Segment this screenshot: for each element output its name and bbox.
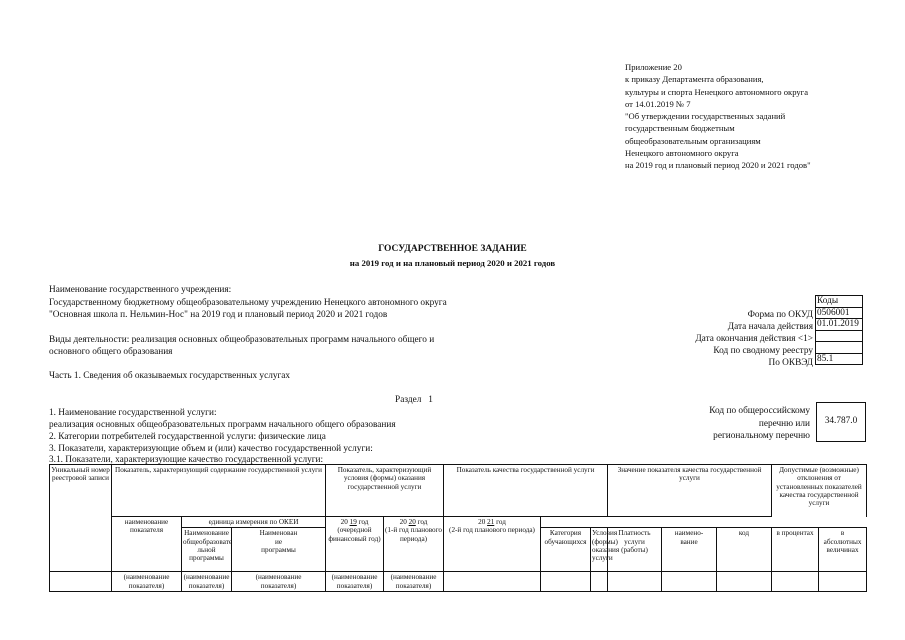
row-cell	[541, 572, 591, 592]
codes-header: Коды	[816, 296, 863, 308]
service-consumers: 2. Категории потребителей государственной услуги: физические лица	[49, 432, 326, 442]
cell-unique-spacer	[50, 528, 112, 572]
registry-label-2: перечню или	[758, 419, 810, 429]
row-cell	[444, 572, 541, 592]
row-cell	[772, 572, 819, 592]
row-cell	[662, 572, 717, 592]
code-value-registry	[816, 342, 863, 354]
col-program-name: Наименование общеобразовате льной программы	[182, 528, 232, 572]
registry-label-3: региональному перечню	[713, 431, 810, 441]
header-year-3: 20 21 год (2-й год планового периода)	[444, 517, 541, 572]
service-name-label: 1. Наименование государственной услуги:	[49, 408, 217, 418]
row-cell	[50, 572, 112, 592]
code-label-start: Дата начала действия	[727, 322, 813, 332]
appendix-line: общеобразовательным организациям	[625, 135, 761, 146]
service-name: реализация основных общеобразовательных программ начального общего образования	[49, 420, 396, 430]
registry-label-1: Код по общероссийскому	[709, 406, 810, 416]
header-quality-indicator: Показатель качества государственной услуги	[444, 465, 608, 517]
row-cell	[608, 572, 662, 592]
appendix-line: от 14.01.2019 № 7	[625, 98, 691, 109]
service-quality-indicators: 3.1. Показатели, характеризующие качество государственной услуги:	[49, 455, 324, 465]
header-deviation: Допустимые (возможные) отклонения от установленных показателей качества государственной услуги	[772, 465, 867, 517]
col-deviation-absolute: в абсолютных величинах	[819, 528, 867, 572]
code-value-okved: 85.1	[816, 353, 863, 365]
appendix-line: на 2019 год и плановый период 2020 и 2021 годов"	[625, 160, 811, 171]
row-cell-indicator-name: (наименование показателя)	[232, 572, 326, 592]
header-content-indicator: Показатель, характеризующий содержание государственной услуги	[112, 465, 326, 517]
activity-line-2: основного общего образования	[49, 347, 173, 357]
institution-line-1: Государственному бюджетному общеобразовательному учреждению Ненецкого автономного округа	[49, 298, 447, 308]
header-unique-number: Уникальный номер реестровой записи	[50, 465, 112, 528]
activity-line-1: Виды деятельности: реализация основных общеобразовательных программ начального общего и	[49, 335, 435, 345]
code-label-registry: Код по сводному реестру	[713, 346, 813, 356]
document-title: ГОСУДАРСТВЕННОЕ ЗАДАНИЕ	[378, 244, 527, 254]
col-program-title: Наименован ие программы	[232, 528, 326, 572]
col-service-payment: Платность услуги (работы)	[608, 528, 662, 572]
row-cell	[717, 572, 772, 592]
row-cell-indicator-name: (наименование показателя)	[182, 572, 232, 592]
header-year-1: 20 19 год (очередной финансовый год)	[326, 517, 384, 572]
header-quality-values: Значение показателя качества государственной услуги	[608, 465, 772, 517]
code-value-end	[816, 330, 863, 342]
row-cell-indicator-name: (наименование показателя)	[326, 572, 384, 592]
registry-code-value: 34.787.0	[824, 416, 858, 427]
row-cell	[819, 572, 867, 592]
header-year-2: 20 20 год (1-й год планового периода)	[384, 517, 444, 572]
row-cell-indicator-name: (наименование показателя)	[112, 572, 182, 592]
appendix-line: к приказу Департамента образования,	[625, 74, 764, 85]
row-cell-indicator-name: (наименование показателя)	[384, 572, 444, 592]
col-unit-code: код	[717, 528, 772, 572]
header-conditions-indicator: Показатель, характеризующий условия (формы) оказания государственной услуги	[326, 465, 444, 517]
col-student-category: Категория обучающихся	[541, 528, 591, 572]
appendix-line: Приложение 20	[625, 62, 682, 72]
institution-label: Наименование государственного учреждения:	[49, 285, 232, 295]
col-deviation-percent: в процентах	[772, 528, 819, 572]
appendix-line: культуры и спорта Ненецкого автономного округа	[625, 86, 809, 97]
codes-table	[815, 295, 863, 365]
code-label-end: Дата окончания действия <1>	[695, 334, 813, 344]
institution-line-2: "Основная школа п. Нельмин-Нос" на 2019 год и плановый период 2020 и 2021 годов	[49, 310, 388, 320]
document-subtitle: на 2019 год и на плановый период 2020 и 2021 годов	[349, 258, 556, 268]
header-unit: единица измерения по ОКЕИ	[182, 517, 326, 528]
code-label-okud: Форма по ОКУД	[747, 310, 813, 320]
col-unit-name: наимено- вание	[662, 528, 717, 572]
code-value-okud: 0506001	[816, 307, 863, 319]
code-label-okved: По ОКВЭД	[768, 358, 813, 368]
service-indicators: 3. Показатели, характеризующие объем и (или) качество государственной услуги:	[49, 444, 373, 454]
appendix-line: государственным бюджетным	[625, 123, 735, 134]
quality-table	[49, 464, 867, 592]
appendix-line: Ненецкого автономного округа	[625, 148, 739, 159]
row-cell	[591, 572, 608, 592]
code-value-start: 01.01.2019	[816, 319, 863, 331]
appendix-line: "Об утверждении государственных заданий	[625, 111, 786, 122]
section-heading: Раздел 1	[395, 395, 433, 405]
col-service-conditions: Условия (формы) оказания услуги	[591, 528, 608, 572]
appendix-block	[625, 61, 811, 172]
registry-code-box	[816, 402, 866, 442]
part-heading: Часть 1. Сведения об оказываемых государственных услугах	[49, 371, 291, 381]
header-indicator-name: наименование показателя	[112, 517, 182, 572]
